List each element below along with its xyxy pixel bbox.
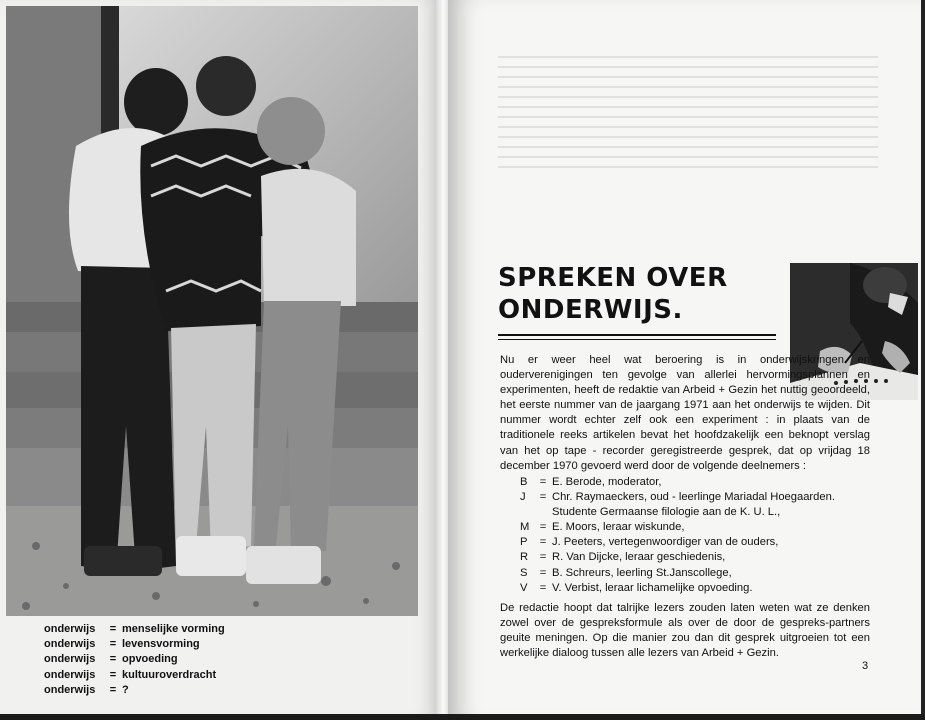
page-number: 3 bbox=[862, 660, 869, 672]
caption-row: onderwijs = ? bbox=[44, 683, 129, 696]
participant-row: R = R. Van Dijcke, leraar geschiedenis, bbox=[520, 551, 726, 564]
intro-paragraph bbox=[500, 353, 870, 474]
caption-row: onderwijs = opvoeding bbox=[44, 653, 178, 666]
participants-list bbox=[520, 475, 880, 596]
participant-row: M = E. Moors, leraar wiskunde, bbox=[520, 521, 685, 534]
participant-row: V = V. Verbist, leraar lichamelijke opvoeding. bbox=[520, 581, 753, 594]
participant-row: J = Chr. Raymaeckers, oud - leerlinge Mariadal Hoegaarden. Studente Germaanse filologie aan de K. U. L., bbox=[520, 491, 835, 519]
participant-row: B = E. Berode, moderator, bbox=[520, 476, 662, 488]
intro-text: Nu er weer heel wat beroering is in onderwijskringen en ouderverenigingen ten gevolge van allerlei hervormingsplannen en experimenten, heeft de redaktie van Arbeid + Gezin het nuttig geoordeeld, het eerste nummer van de jaargang 1971 aan het onderwijs te wijden. Dit nummer wordt echter zelf ook een experiment : in plaats van de traditionele reeks artikelen bevat het hoofdzakelijk een beknopt verslag van het op tape - recorder geregistreerde gesprek, dat op vrijdag 18 december 1970 gevoerd werd door de volgende deelnemers : bbox=[500, 354, 870, 472]
article-title bbox=[498, 262, 788, 326]
photo-caption bbox=[44, 622, 424, 698]
caption-row: onderwijs = levensvorming bbox=[44, 638, 200, 651]
participant-row: S = B. Schreurs, leerling St.Janscollege, bbox=[520, 566, 732, 579]
closing-text: De redactie hoopt dat talrijke lezers zouden laten weten wat ze denken zowel over de gespreksformule als over de door de gespreks-partners geuite meningen. Op die manier zou dan dit gesprek uitgroeien tot een werkelijke dialoog tussen alle lezers van Arbeid + Gezin. bbox=[500, 602, 870, 660]
title-line-1: SPREKEN OVER bbox=[498, 263, 728, 293]
bleed-through-text bbox=[498, 48, 878, 268]
closing-paragraph bbox=[500, 601, 870, 661]
title-rule-thin bbox=[498, 339, 776, 340]
photo-illustration bbox=[6, 6, 418, 616]
page-bottom-edge bbox=[0, 714, 925, 720]
title-rule bbox=[498, 334, 776, 336]
photo-boys-at-window bbox=[6, 6, 418, 616]
participant-row: P = J. Peeters, vertegenwoordiger van de ouders, bbox=[520, 536, 779, 549]
caption-row: onderwijs = menselijke vorming bbox=[44, 623, 225, 635]
title-line-2: ONDERWIJS. bbox=[498, 295, 683, 325]
caption-row: onderwijs = kultuuroverdracht bbox=[44, 668, 217, 681]
